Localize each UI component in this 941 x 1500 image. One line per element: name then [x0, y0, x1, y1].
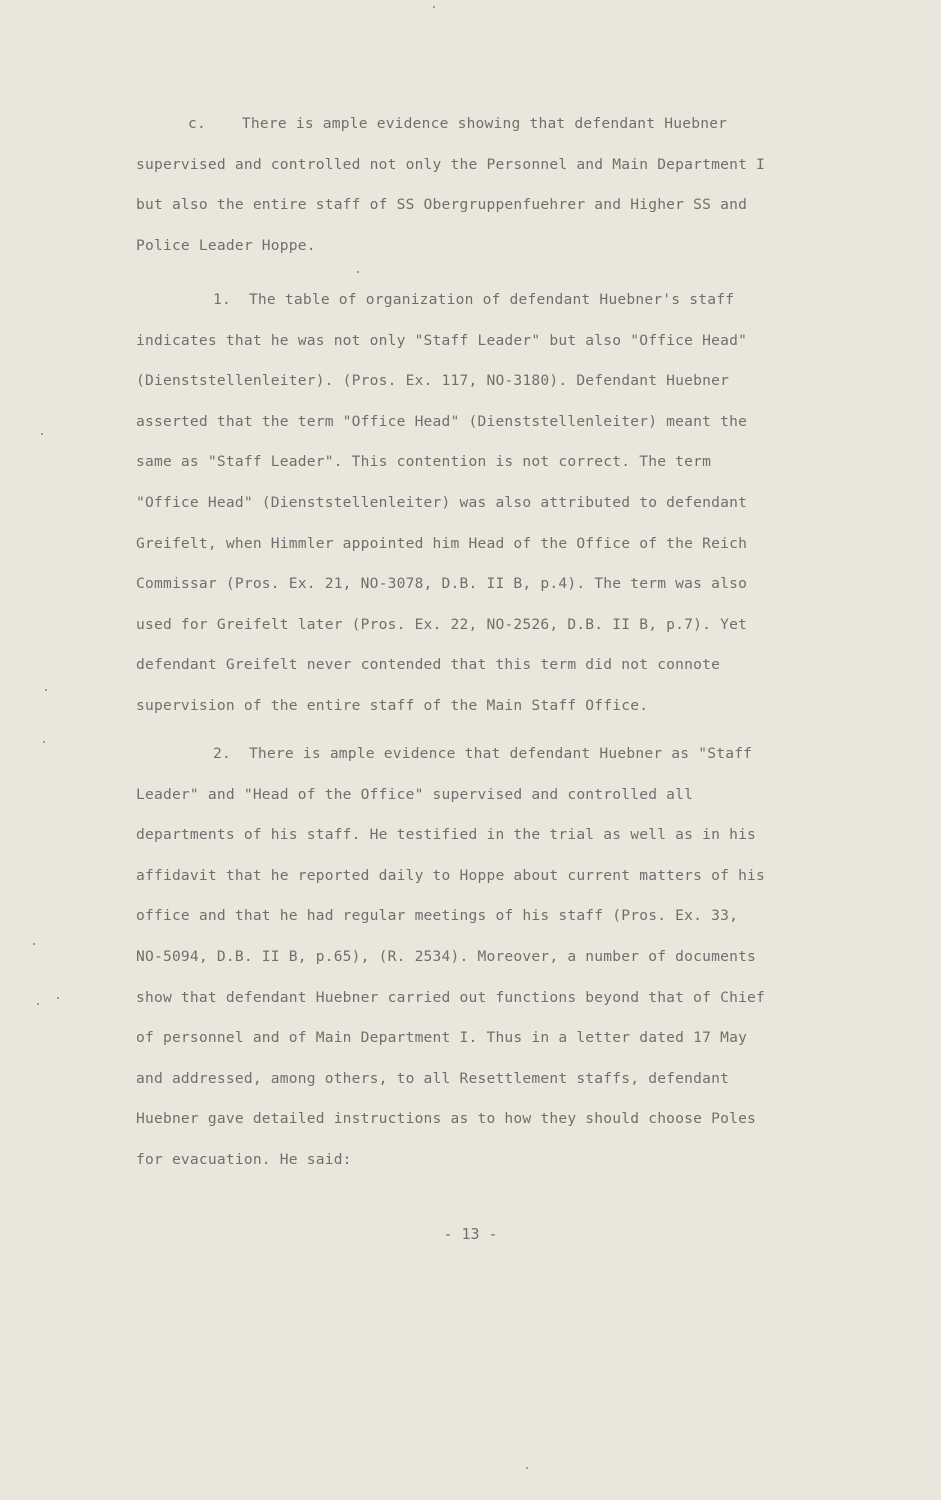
speck: [357, 271, 359, 273]
text-line: affidavit that he reported daily to Hoppe about current matters of his: [136, 867, 766, 884]
speck: [526, 1467, 528, 1469]
text-line: 2. There is ample evidence that defendant Huebner as "Staff: [213, 745, 753, 762]
text-line: Police Leader Hoppe.: [136, 237, 316, 254]
text-line: indicates that he was not only "Staff Leader" but also "Office Head": [136, 332, 748, 349]
text-line: Leader" and "Head of the Office" supervised and controlled all: [136, 786, 694, 803]
speck: [433, 6, 435, 8]
page-number: - 13 -: [443, 1225, 498, 1243]
text-line: used for Greifelt later (Pros. Ex. 22, NO-2526, D.B. II B, p.7). Yet: [136, 616, 748, 633]
speck: [57, 997, 59, 999]
text-line: and addressed, among others, to all Resettlement staffs, defendant: [136, 1070, 730, 1087]
text-line: for evacuation. He said:: [136, 1151, 352, 1168]
text-line: Commissar (Pros. Ex. 21, NO-3078, D.B. II B, p.4). The term was also: [136, 575, 748, 592]
text-line: c. There is ample evidence showing that defendant Huebner: [188, 115, 728, 132]
text-line: Greifelt, when Himmler appointed him Head of the Office of the Reich: [136, 535, 748, 552]
speck: [41, 433, 43, 435]
text-line: NO-5094, D.B. II B, p.65), (R. 2534). Moreover, a number of documents: [136, 948, 757, 965]
speck: [33, 943, 35, 945]
text-line: same as "Staff Leader". This contention is not correct. The term: [136, 453, 712, 470]
text-line: (Dienststellenleiter). (Pros. Ex. 117, NO-3180). Defendant Huebner: [136, 372, 730, 389]
text-line: of personnel and of Main Department I. Thus in a letter dated 17 May: [136, 1029, 748, 1046]
text-line: defendant Greifelt never contended that this term did not connote: [136, 656, 721, 673]
speck: [43, 741, 45, 743]
text-line: supervised and controlled not only the Personnel and Main Department I: [136, 156, 766, 173]
speck: [37, 1003, 39, 1005]
text-line: show that defendant Huebner carried out functions beyond that of Chief: [136, 989, 766, 1006]
text-line: Huebner gave detailed instructions as to how they should choose Poles: [136, 1110, 757, 1127]
text-line: supervision of the entire staff of the Main Staff Office.: [136, 697, 649, 714]
text-line: but also the entire staff of SS Obergruppenfuehrer and Higher SS and: [136, 196, 748, 213]
text-line: office and that he had regular meetings of his staff (Pros. Ex. 33,: [136, 907, 739, 924]
text-line: "Office Head" (Dienststellenleiter) was also attributed to defendant: [136, 494, 748, 511]
text-line: departments of his staff. He testified in the trial as well as in his: [136, 826, 757, 843]
text-line: asserted that the term "Office Head" (Dienststellenleiter) meant the: [136, 413, 748, 430]
speck: [45, 689, 47, 691]
text-line: 1. The table of organization of defendant Huebner's staff: [213, 291, 735, 308]
